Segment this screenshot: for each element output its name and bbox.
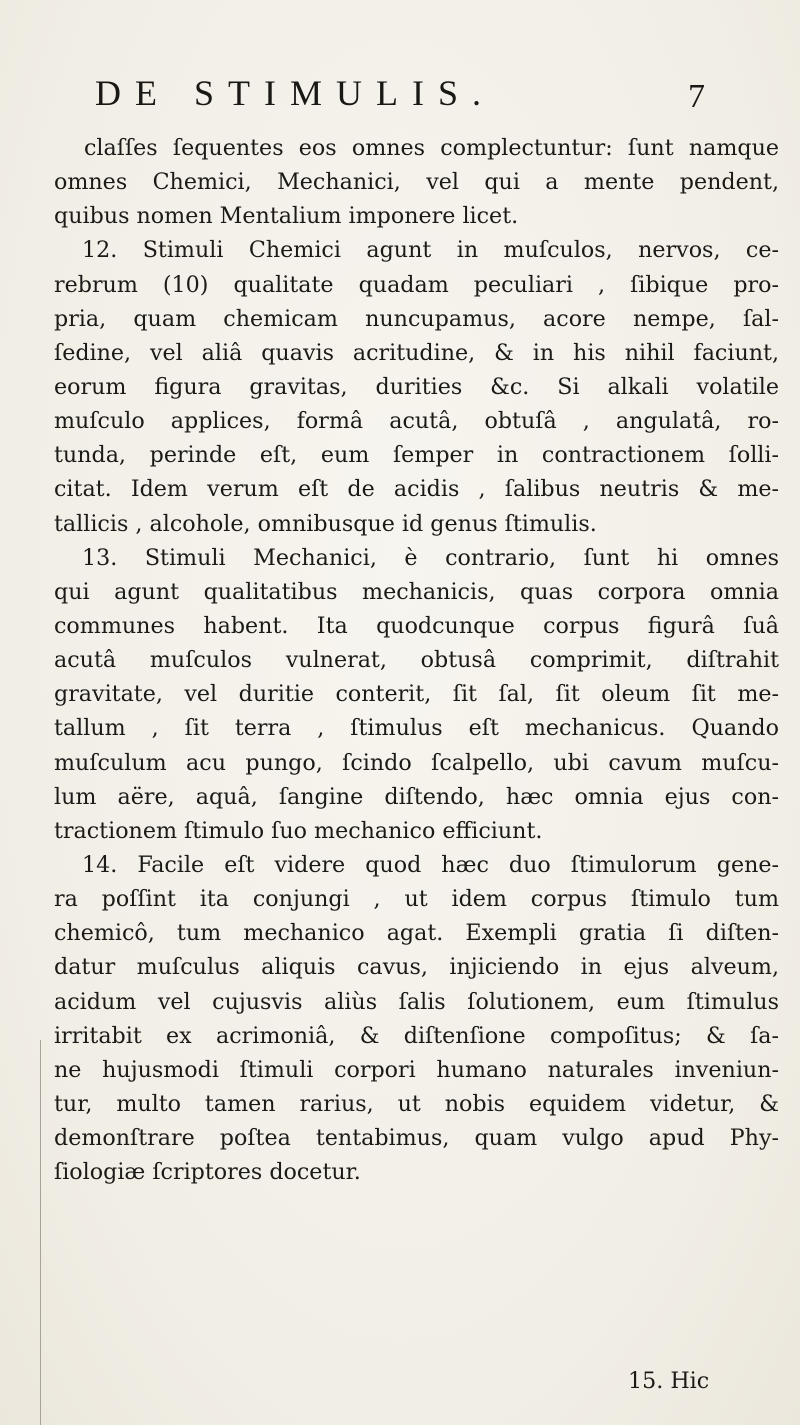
text-line: ſedine, vel aliâ quavis acritudine, & in his nihil faciunt,: [54, 339, 779, 366]
text-line: 12. Stimuli Chemici agunt in muſculos, nervos, ce-: [82, 237, 779, 264]
text-line: acidum vel cujusvis aliùs ſalis ſolutionem, eum ſtimulus: [54, 988, 779, 1015]
text-line: demonſtrare poſtea tentabimus, quam vulgo apud Phy-: [54, 1125, 779, 1152]
text-line: tractionem ſtimulo ſuo mechanico efficiunt.: [54, 817, 543, 844]
text-line: tallicis , alcohole, omnibusque id genus ſtimulis.: [54, 510, 597, 537]
text-line: citat. Idem verum eſt de acidis , ſalibus neutris & me-: [54, 476, 779, 503]
body-text: [54, 131, 779, 1189]
text-line: lum aëre, aquâ, ſangine diſtendo, hæc omnia ejus con-: [54, 783, 779, 810]
text-line: chemicô, tum mechanico agat. Exempli gratia ſi diſten-: [54, 920, 779, 947]
text-line: gravitate, vel duritie conterit, ſit ſal, ſit oleum ſit me-: [54, 681, 779, 708]
text-line: acutâ muſculos vulnerat, obtusâ comprimit, diſtrahit: [54, 647, 779, 674]
text-line: irritabit ex acrimoniâ, & diſtenſione compoſitus; & ſa-: [54, 1022, 779, 1049]
text-line: rebrum (10) qualitate quadam peculiari , ſibique pro-: [54, 271, 779, 298]
text-line: muſculum acu pungo, ſcindo ſcalpello, ubi cavum muſcu-: [54, 749, 779, 776]
catchword: 15. Hic: [628, 1368, 710, 1394]
running-title: DE STIMULIS.: [95, 73, 495, 113]
text-line: omnes Chemici, Mechanici, vel qui a mente pendent,: [54, 169, 779, 196]
margin-rule: [40, 1040, 41, 1425]
text-line: claſſes ſequentes eos omnes complectuntur: ſunt namque: [84, 135, 779, 161]
text-line: tur, multo tamen rarius, ut nobis equidem videtur, &: [54, 1090, 779, 1117]
text-line: quibus nomen Mentalium imponere licet.: [54, 203, 519, 230]
text-line: ſiologiæ ſcriptores docetur.: [54, 1159, 361, 1186]
text-line: qui agunt qualitatibus mechanicis, quas corpora omnia: [54, 578, 779, 605]
text-line: tunda, perinde eſt, eum ſemper in contractionem ſolli-: [54, 442, 779, 469]
text-line: muſculo applices, formâ acutâ, obtuſâ , angulatâ, ro-: [54, 408, 779, 435]
text-line: datur muſculus aliquis cavus, injiciendo in ejus alveum,: [54, 954, 779, 981]
text-line: eorum figura gravitas, durities &c. Si alkali volatile: [54, 373, 779, 400]
page-header: [95, 72, 705, 122]
text-line: pria, quam chemicam nuncupamus, acore nempe, ſal-: [54, 305, 779, 332]
text-line: communes habent. Ita quodcunque corpus figurâ ſuâ: [54, 612, 779, 639]
text-line: 13. Stimuli Mechanici, è contrario, ſunt hi omnes: [82, 544, 779, 571]
text-line: tallum , ſit terra , ſtimulus eſt mechanicus. Quando: [54, 715, 779, 742]
text-line: 14. Facile eſt videre quod hæc duo ſtimulorum gene-: [82, 851, 779, 878]
text-line: ra poſſint ita conjungi , ut idem corpus ſtimulo tum: [54, 886, 779, 913]
page-number: 7: [688, 78, 705, 115]
text-line: ne hujusmodi ſtimuli corpori humano naturales inveniun-: [54, 1056, 779, 1083]
